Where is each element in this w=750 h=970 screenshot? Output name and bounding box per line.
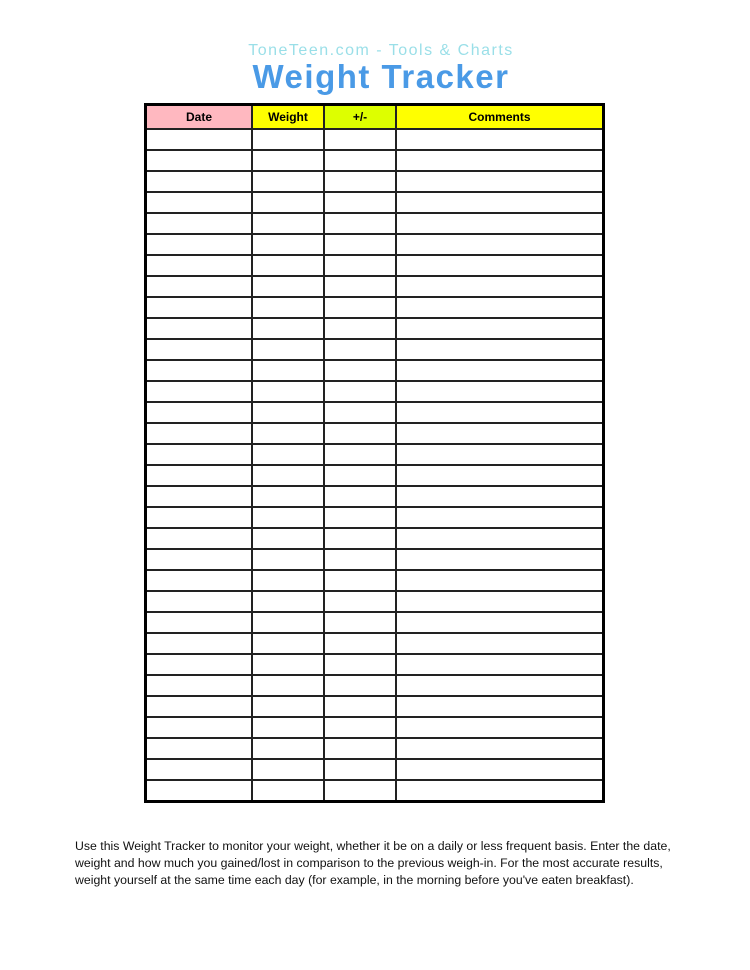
- weight-cell[interactable]: [252, 717, 324, 738]
- date-cell[interactable]: [146, 192, 253, 213]
- date-cell[interactable]: [146, 549, 253, 570]
- comments-cell[interactable]: [396, 360, 604, 381]
- change-cell[interactable]: [324, 423, 396, 444]
- weight-cell[interactable]: [252, 234, 324, 255]
- table-row: [146, 339, 604, 360]
- column-header-change: +/-: [324, 105, 396, 130]
- date-cell[interactable]: [146, 171, 253, 192]
- comments-cell[interactable]: [396, 591, 604, 612]
- weight-cell[interactable]: [252, 213, 324, 234]
- instructions-text: Use this Weight Tracker to monitor your weight, whether it be on a daily or less frequent basis. Enter the date, weight and how much you gained/lost in comparison to the previous weigh-in. For the most accurate results, weight yourself at the same time each day (for example, in the morning before you've eaten breakfast).: [75, 839, 671, 887]
- table-row: [146, 633, 604, 654]
- weight-cell[interactable]: [252, 150, 324, 171]
- comments-cell[interactable]: [396, 150, 604, 171]
- date-cell[interactable]: [146, 339, 253, 360]
- change-cell[interactable]: [324, 570, 396, 591]
- date-cell[interactable]: [146, 318, 253, 339]
- change-cell[interactable]: [324, 507, 396, 528]
- change-cell[interactable]: [324, 612, 396, 633]
- table-row: [146, 717, 604, 738]
- date-cell[interactable]: [146, 780, 253, 802]
- table-row: [146, 297, 604, 318]
- weight-cell[interactable]: [252, 570, 324, 591]
- comments-cell[interactable]: [396, 318, 604, 339]
- comments-cell[interactable]: [396, 612, 604, 633]
- table-row: [146, 150, 604, 171]
- column-header-comments: Comments: [396, 105, 604, 130]
- change-cell[interactable]: [324, 549, 396, 570]
- table-row: [146, 570, 604, 591]
- date-cell[interactable]: [146, 360, 253, 381]
- change-cell[interactable]: [324, 465, 396, 486]
- comments-cell[interactable]: [396, 276, 604, 297]
- weight-cell[interactable]: [252, 654, 324, 675]
- change-cell[interactable]: [324, 654, 396, 675]
- weight-cell[interactable]: [252, 297, 324, 318]
- weight-cell[interactable]: [252, 528, 324, 549]
- comments-cell[interactable]: [396, 297, 604, 318]
- change-cell[interactable]: [324, 360, 396, 381]
- date-cell[interactable]: [146, 465, 253, 486]
- date-cell[interactable]: [146, 675, 253, 696]
- change-cell[interactable]: [324, 150, 396, 171]
- date-cell[interactable]: [146, 654, 253, 675]
- change-cell[interactable]: [324, 444, 396, 465]
- date-cell[interactable]: [146, 507, 253, 528]
- comments-cell[interactable]: [396, 255, 604, 276]
- change-cell[interactable]: [324, 696, 396, 717]
- comments-cell[interactable]: [396, 780, 604, 802]
- comments-cell[interactable]: [396, 717, 604, 738]
- weight-cell[interactable]: [252, 507, 324, 528]
- change-cell[interactable]: [324, 297, 396, 318]
- weight-cell[interactable]: [252, 738, 324, 759]
- weight-cell[interactable]: [252, 171, 324, 192]
- comments-cell[interactable]: [396, 213, 604, 234]
- weight-cell[interactable]: [252, 759, 324, 780]
- weight-cell[interactable]: [252, 549, 324, 570]
- table-row: [146, 402, 604, 423]
- date-cell[interactable]: [146, 696, 253, 717]
- date-cell[interactable]: [146, 528, 253, 549]
- comments-cell[interactable]: [396, 549, 604, 570]
- weight-cell[interactable]: [252, 675, 324, 696]
- column-header-weight: Weight: [252, 105, 324, 130]
- comments-cell[interactable]: [396, 507, 604, 528]
- change-cell[interactable]: [324, 633, 396, 654]
- change-cell[interactable]: [324, 591, 396, 612]
- weight-cell[interactable]: [252, 360, 324, 381]
- table-row: [146, 507, 604, 528]
- change-cell[interactable]: [324, 675, 396, 696]
- comments-cell[interactable]: [396, 675, 604, 696]
- comments-cell[interactable]: [396, 129, 604, 150]
- table-row: [146, 528, 604, 549]
- table-row: [146, 276, 604, 297]
- date-cell[interactable]: [146, 738, 253, 759]
- weight-cell[interactable]: [252, 318, 324, 339]
- table-row: [146, 423, 604, 444]
- date-cell[interactable]: [146, 150, 253, 171]
- date-cell[interactable]: [146, 717, 253, 738]
- comments-cell[interactable]: [396, 234, 604, 255]
- table-row: [146, 486, 604, 507]
- date-cell[interactable]: [146, 213, 253, 234]
- weight-cell[interactable]: [252, 465, 324, 486]
- comments-cell[interactable]: [396, 570, 604, 591]
- table-row: [146, 591, 604, 612]
- change-cell[interactable]: [324, 318, 396, 339]
- comments-cell[interactable]: [396, 696, 604, 717]
- table-row: [146, 549, 604, 570]
- comments-cell[interactable]: [396, 339, 604, 360]
- change-cell[interactable]: [324, 486, 396, 507]
- weight-cell[interactable]: [252, 696, 324, 717]
- comments-cell[interactable]: [396, 633, 604, 654]
- table-row: [146, 780, 604, 802]
- comments-cell[interactable]: [396, 759, 604, 780]
- weight-cell[interactable]: [252, 129, 324, 150]
- table-row: [146, 444, 604, 465]
- date-cell[interactable]: [146, 444, 253, 465]
- date-cell[interactable]: [146, 297, 253, 318]
- change-cell[interactable]: [324, 192, 396, 213]
- change-cell[interactable]: [324, 339, 396, 360]
- table-row: [146, 654, 604, 675]
- date-cell[interactable]: [146, 129, 253, 150]
- weight-cell[interactable]: [252, 381, 324, 402]
- comments-cell[interactable]: [396, 171, 604, 192]
- comments-cell[interactable]: [396, 381, 604, 402]
- change-cell[interactable]: [324, 759, 396, 780]
- table-row: [146, 192, 604, 213]
- weight-cell[interactable]: [252, 633, 324, 654]
- comments-cell[interactable]: [396, 486, 604, 507]
- comments-cell[interactable]: [396, 192, 604, 213]
- date-cell[interactable]: [146, 276, 253, 297]
- site-name: ToneTeen.com - Tools & Charts: [248, 42, 514, 59]
- weight-cell[interactable]: [252, 444, 324, 465]
- table-row: [146, 759, 604, 780]
- table-row: [146, 318, 604, 339]
- weight-cell[interactable]: [252, 255, 324, 276]
- change-cell[interactable]: [324, 276, 396, 297]
- date-cell[interactable]: [146, 612, 253, 633]
- comments-cell[interactable]: [396, 423, 604, 444]
- table-row: [146, 465, 604, 486]
- date-cell[interactable]: [146, 234, 253, 255]
- weight-cell[interactable]: [252, 423, 324, 444]
- date-cell[interactable]: [146, 423, 253, 444]
- table-row: [146, 255, 604, 276]
- date-cell[interactable]: [146, 255, 253, 276]
- date-cell[interactable]: [146, 633, 253, 654]
- change-cell[interactable]: [324, 213, 396, 234]
- table-row: [146, 612, 604, 633]
- change-cell[interactable]: [324, 738, 396, 759]
- table-row: [146, 738, 604, 759]
- change-cell[interactable]: [324, 129, 396, 150]
- change-cell[interactable]: [324, 402, 396, 423]
- table-body: [146, 129, 604, 802]
- date-cell[interactable]: [146, 759, 253, 780]
- date-cell[interactable]: [146, 570, 253, 591]
- change-cell[interactable]: [324, 171, 396, 192]
- table-row: [146, 234, 604, 255]
- comments-cell[interactable]: [396, 654, 604, 675]
- change-cell[interactable]: [324, 528, 396, 549]
- table-row: [146, 129, 604, 150]
- table-row: [146, 381, 604, 402]
- page-title: Weight Tracker: [252, 58, 510, 95]
- weight-cell[interactable]: [252, 486, 324, 507]
- weight-cell[interactable]: [252, 339, 324, 360]
- weight-log-table: [144, 103, 605, 803]
- weight-cell[interactable]: [252, 612, 324, 633]
- table-row: [146, 171, 604, 192]
- date-cell[interactable]: [146, 402, 253, 423]
- weight-cell[interactable]: [252, 276, 324, 297]
- table-row: [146, 213, 604, 234]
- weight-cell[interactable]: [252, 591, 324, 612]
- date-cell[interactable]: [146, 381, 253, 402]
- comments-cell[interactable]: [396, 738, 604, 759]
- change-cell[interactable]: [324, 780, 396, 802]
- comments-cell[interactable]: [396, 444, 604, 465]
- comments-cell[interactable]: [396, 465, 604, 486]
- table-row: [146, 675, 604, 696]
- table-row: [146, 696, 604, 717]
- date-cell[interactable]: [146, 591, 253, 612]
- change-cell[interactable]: [324, 717, 396, 738]
- change-cell[interactable]: [324, 381, 396, 402]
- comments-cell[interactable]: [396, 528, 604, 549]
- comments-cell[interactable]: [396, 402, 604, 423]
- weight-cell[interactable]: [252, 192, 324, 213]
- weight-cell[interactable]: [252, 780, 324, 802]
- table-row: [146, 360, 604, 381]
- column-header-date: Date: [146, 105, 253, 130]
- change-cell[interactable]: [324, 255, 396, 276]
- weight-cell[interactable]: [252, 402, 324, 423]
- header-row: [146, 105, 604, 130]
- date-cell[interactable]: [146, 486, 253, 507]
- change-cell[interactable]: [324, 234, 396, 255]
